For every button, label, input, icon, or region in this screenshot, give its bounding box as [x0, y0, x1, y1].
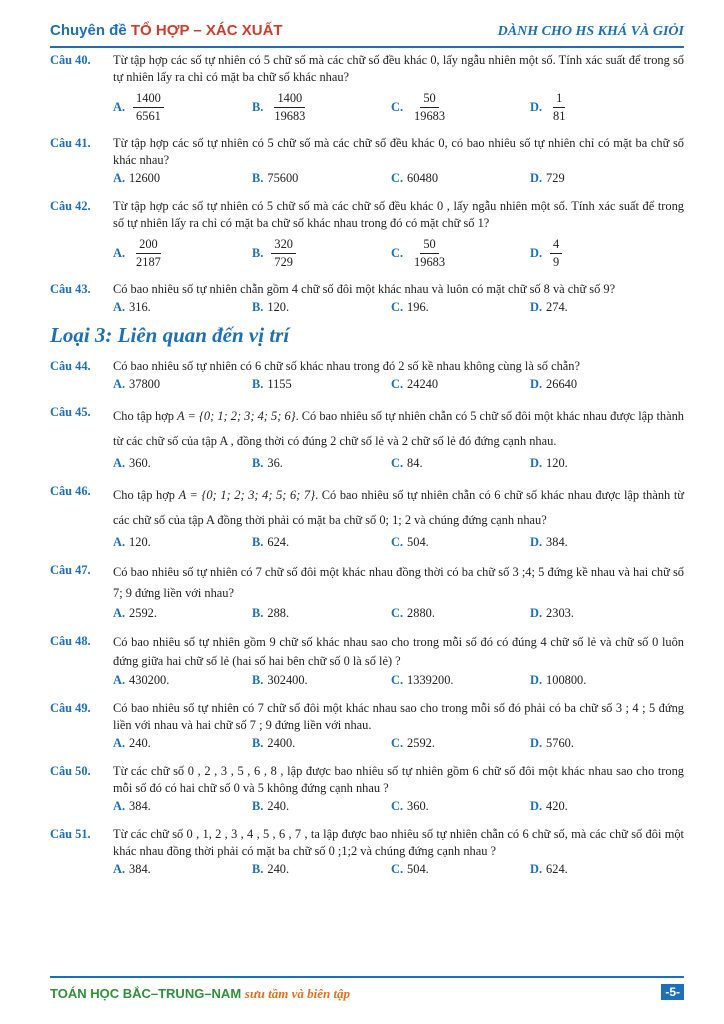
option-b[interactable] — [252, 87, 391, 127]
option-letter: A. — [113, 862, 126, 876]
option-b[interactable] — [252, 534, 391, 551]
numerator: 200 — [136, 236, 161, 254]
section-heading: Loại 3: Liên quan đến vị trí — [50, 323, 290, 347]
option-a[interactable] — [113, 605, 252, 622]
option-c[interactable] — [391, 672, 530, 689]
option-letter: D. — [530, 300, 543, 314]
question-text-part: Cho tập hợp — [113, 409, 178, 423]
option-a[interactable] — [113, 735, 252, 752]
option-letter: D. — [530, 736, 543, 750]
option-value: 274. — [546, 300, 568, 314]
option-letter: A. — [113, 171, 126, 185]
question-number: Câu 40. — [50, 53, 91, 67]
option-value: 288. — [267, 606, 290, 620]
option-letter: B. — [252, 535, 264, 549]
option-value: 384. — [129, 799, 151, 813]
option-letter: B. — [252, 606, 264, 620]
answer-options — [113, 233, 684, 273]
fraction — [411, 236, 448, 271]
answer-options — [113, 605, 684, 622]
option-value: 120. — [546, 456, 568, 470]
header-prefix: Chuyên đề — [50, 22, 131, 39]
question — [50, 562, 684, 622]
question-number: Câu 45. — [50, 405, 91, 419]
denominator: 9 — [553, 254, 560, 269]
answer-options — [113, 798, 684, 815]
option-c[interactable] — [391, 534, 530, 551]
fraction — [550, 236, 562, 271]
question — [50, 358, 684, 393]
option-a[interactable] — [113, 534, 252, 551]
option-c[interactable] — [391, 861, 530, 878]
option-c[interactable] — [391, 455, 530, 472]
option-a[interactable] — [113, 861, 252, 878]
option-letter: C. — [391, 606, 404, 620]
option-value: 2592. — [129, 606, 157, 620]
question — [50, 52, 684, 127]
question — [50, 281, 684, 316]
option-value: 60480 — [407, 171, 439, 185]
numerator: 1400 — [133, 90, 164, 108]
option-value: 24240 — [407, 377, 439, 391]
option-letter: C. — [391, 377, 404, 391]
option-value: 384. — [546, 535, 568, 549]
option-b[interactable] — [252, 170, 391, 187]
option-b[interactable] — [252, 605, 391, 622]
option-letter: B. — [252, 862, 264, 876]
option-value: 240. — [129, 736, 151, 750]
question — [50, 633, 684, 689]
option-value: 504. — [407, 535, 429, 549]
question-text: Từ tập hợp các số tự nhiên có 5 chữ số mà các chữ số đều khác 0, lấy ngẫu nhiên một số. Tính xác suất để trong số tự nhiên lấy ra chỉ có mặt ba chữ số khác nhau? — [113, 53, 684, 84]
option-value: 2400. — [267, 736, 296, 750]
option-letter: A. — [113, 245, 126, 260]
option-letter: D. — [530, 456, 543, 470]
option-letter: C. — [391, 99, 404, 114]
denominator: 19683 — [414, 254, 446, 269]
option-letter: A. — [113, 606, 126, 620]
option-value: 100800. — [546, 673, 587, 687]
option-d[interactable] — [530, 534, 669, 551]
option-letter: C. — [391, 535, 404, 549]
option-d[interactable] — [530, 798, 669, 815]
question-text: Từ tập hợp các số tự nhiên có 5 chữ số mà các chữ số đều khác 0 , lấy ngẫu nhiên một số. Tính xác suất để trong số tự nhiên lấy ra chỉ có mặt ba chữ số khác nhau trong đó có mặt chữ số 1? — [113, 199, 684, 230]
question-text — [113, 404, 684, 454]
option-letter: D. — [530, 606, 543, 620]
option-b[interactable] — [252, 798, 391, 815]
answer-options — [113, 672, 684, 689]
option-value: 302400. — [267, 673, 308, 687]
numerator: 50 — [420, 236, 438, 254]
answer-options — [113, 534, 684, 551]
option-value: 120. — [267, 300, 290, 314]
option-letter: D. — [530, 862, 543, 876]
option-letter: D. — [530, 535, 543, 549]
option-letter: D. — [530, 377, 543, 391]
footer-divider — [50, 976, 684, 978]
option-letter: C. — [391, 300, 404, 314]
option-a[interactable] — [113, 455, 252, 472]
question-number: Câu 48. — [50, 634, 91, 648]
answer-options — [113, 87, 684, 127]
option-d[interactable] — [530, 170, 669, 187]
option-value: 120. — [129, 535, 151, 549]
option-value: 2303. — [546, 606, 574, 620]
option-letter: B. — [252, 300, 264, 314]
option-value: 26640 — [546, 377, 578, 391]
option-letter: C. — [391, 862, 404, 876]
option-value: 12600 — [129, 171, 161, 185]
set-notation: A = {0; 1; 2; 3; 4; 5; 6} — [177, 409, 296, 423]
question-text: Có bao nhiêu số tự nhiên có 7 chữ số đôi một khác nhau đồng thời có ba chữ số 3 ;4; 5 đứng kề nhau và hai chữ số 7; 9 đứng liền với nhau? — [113, 565, 684, 600]
option-letter: C. — [391, 456, 404, 470]
numerator: 1 — [553, 90, 565, 108]
option-value: 430200. — [129, 673, 170, 687]
option-value: 624. — [546, 862, 568, 876]
option-letter: C. — [391, 245, 404, 260]
numerator: 4 — [550, 236, 562, 254]
answer-options — [113, 861, 684, 878]
option-value: 240. — [267, 862, 290, 876]
answer-options — [113, 376, 684, 393]
option-value: 75600 — [267, 171, 299, 185]
question-text-part: Cho tập hợp — [113, 488, 179, 502]
option-a[interactable] — [113, 170, 252, 187]
option-letter: C. — [391, 799, 404, 813]
option-a[interactable] — [113, 376, 252, 393]
option-letter: D. — [530, 99, 543, 114]
denominator: 2187 — [136, 254, 161, 269]
question-text: Có bao nhiêu số tự nhiên chẵn gồm 4 chữ số đôi một khác nhau và luôn có mặt chữ số 8 và chữ số 9? — [113, 282, 616, 296]
numerator: 320 — [271, 236, 296, 254]
fraction — [550, 90, 568, 125]
question — [50, 198, 684, 273]
fraction — [133, 90, 164, 125]
option-d[interactable] — [530, 672, 669, 689]
question-text: Từ tập hợp các số tự nhiên có 5 chữ số mà các chữ số đều khác 0, có bao nhiêu số tự nhiên chỉ có mặt ba chữ số khác nhau? — [113, 136, 684, 167]
option-letter: A. — [113, 799, 126, 813]
option-a[interactable] — [113, 299, 252, 316]
question-number: Câu 51. — [50, 827, 91, 841]
option-c[interactable] — [391, 299, 530, 316]
denominator: 6561 — [136, 108, 161, 123]
option-c[interactable] — [391, 87, 530, 127]
option-value: 360. — [129, 456, 151, 470]
question-text: Có bao nhiêu số tự nhiên có 6 chữ số khác nhau trong đó 2 số kề nhau không cùng là số chẵn? — [113, 359, 580, 373]
option-value: 240. — [267, 799, 290, 813]
option-c[interactable] — [391, 376, 530, 393]
option-letter: C. — [391, 171, 404, 185]
option-letter: D. — [530, 245, 543, 260]
option-letter: C. — [391, 736, 404, 750]
option-letter: A. — [113, 99, 126, 114]
question — [50, 483, 684, 551]
option-a[interactable] — [113, 798, 252, 815]
option-value: 384. — [129, 862, 151, 876]
question — [50, 763, 684, 815]
numerator: 50 — [420, 90, 438, 108]
footer-credit — [50, 986, 350, 1002]
question-text-part: . Có bao nhiêu số tự nhiên chẵn có 5 chữ số đôi một khác nhau được lập thành từ các chữ số của tập A , đồng thời có đúng 2 chữ số lẻ và 2 chữ số lẻ đó đứng cạnh nhau. — [113, 409, 684, 448]
option-letter: A. — [113, 300, 126, 314]
question-text-part: . Có bao nhiêu số tự nhiên chẵn có 6 chữ số khác nhau được lập thành từ các chữ số của tập A đồng thời phải có mặt ba chữ số 0; 1; 2 và chúng đứng cạnh nhau? — [113, 488, 685, 527]
fraction — [271, 236, 296, 271]
numerator: 1400 — [274, 90, 305, 108]
fraction — [133, 236, 164, 271]
option-c[interactable] — [391, 798, 530, 815]
option-letter: B. — [252, 99, 264, 114]
option-value: 1339200. — [407, 673, 454, 687]
option-value: 36. — [267, 456, 283, 470]
option-d[interactable] — [530, 605, 669, 622]
question — [50, 404, 684, 472]
option-b[interactable] — [252, 861, 391, 878]
option-d[interactable] — [530, 861, 669, 878]
option-letter: A. — [113, 535, 126, 549]
answer-options — [113, 455, 684, 472]
answer-options — [113, 735, 684, 752]
denominator: 729 — [274, 254, 293, 269]
option-a[interactable] — [113, 87, 252, 127]
option-c[interactable] — [391, 170, 530, 187]
option-value: 196. — [407, 300, 429, 314]
fraction — [411, 90, 448, 125]
option-value: 420. — [546, 799, 568, 813]
option-d[interactable] — [530, 455, 669, 472]
denominator: 81 — [553, 108, 566, 123]
question-number: Câu 41. — [50, 136, 91, 150]
question-text: Từ các chữ số 0 , 1, 2 , 3 , 4 , 5 , 6 , 7 , ta lập được bao nhiêu số tự nhiên chẵn có 6 chữ số, mà các chữ số đôi một khác nhau đồng thời phải có mặt ba chữ số 0 ;1;2 và chúng đứng cạnh nhau ? — [113, 827, 684, 858]
option-value: 504. — [407, 862, 429, 876]
question — [50, 826, 684, 878]
option-letter: B. — [252, 171, 264, 185]
header-topic: TỔ HỢP – XÁC XUẤT — [130, 22, 283, 39]
option-letter: A. — [113, 736, 126, 750]
option-letter: B. — [252, 377, 264, 391]
question-text: Có bao nhiêu số tự nhiên gồm 9 chữ số khác nhau sao cho trong mỗi số đó có đúng 4 chữ số lẻ và chữ số 0 luôn đứng giữa hai chữ số lẻ (hai số hai bên chữ số 0 là số lẻ) ? — [113, 635, 684, 668]
option-letter: A. — [113, 456, 126, 470]
option-d[interactable] — [530, 87, 669, 127]
answer-options — [113, 299, 684, 316]
option-value: 2880. — [407, 606, 435, 620]
question-number: Câu 42. — [50, 199, 91, 213]
fraction — [271, 90, 308, 125]
option-d[interactable] — [530, 735, 669, 752]
option-value: 1155 — [267, 377, 292, 391]
option-b[interactable] — [252, 455, 391, 472]
option-b[interactable] — [252, 672, 391, 689]
option-value: 37800 — [129, 377, 161, 391]
question-list — [50, 52, 684, 889]
option-value: 360. — [407, 799, 429, 813]
option-c[interactable] — [391, 233, 530, 273]
header-title — [50, 22, 283, 39]
question-number: Câu 44. — [50, 359, 91, 373]
option-b[interactable] — [252, 233, 391, 273]
option-letter: B. — [252, 799, 264, 813]
option-letter: A. — [113, 673, 126, 687]
header-audience: DÀNH CHO HS KHÁ VÀ GIỎI — [497, 24, 684, 39]
question — [50, 700, 684, 752]
question-number: Câu 50. — [50, 764, 91, 778]
option-value: 5760. — [546, 736, 574, 750]
option-a[interactable] — [113, 672, 252, 689]
question-number: Câu 49. — [50, 701, 91, 715]
option-letter: B. — [252, 736, 264, 750]
option-c[interactable] — [391, 735, 530, 752]
question-number: Câu 47. — [50, 563, 91, 577]
option-letter: B. — [252, 245, 264, 260]
option-d[interactable] — [530, 299, 669, 316]
question-text: Có bao nhiêu số tự nhiên có 7 chữ số đôi một khác nhau sao cho trong mỗi số đó phải có ba chữ số 3 ; 4 ; 5 đứng liền với nhau và hai chữ số 7 ; 9 đứng liền với nhau. — [113, 701, 684, 732]
question-number: Câu 43. — [50, 282, 91, 296]
answer-options — [113, 170, 684, 187]
option-letter: B. — [252, 456, 264, 470]
option-letter: D. — [530, 171, 543, 185]
option-d[interactable] — [530, 233, 669, 273]
page-number: -5- — [661, 984, 684, 1000]
option-value: 316. — [129, 300, 151, 314]
option-letter: D. — [530, 799, 543, 813]
option-letter: B. — [252, 673, 264, 687]
footer-subtitle: sưu tầm và biên tập — [244, 986, 351, 1001]
set-notation: A = {0; 1; 2; 3; 4; 5; 6; 7} — [178, 488, 316, 502]
question-text: Từ các chữ số 0 , 2 , 3 , 5 , 6 , 8 , lập được bao nhiêu số tự nhiên gồm 6 chữ số đôi một khác nhau sao cho trong mỗi số đó có hai chữ số 0 và 5 không đứng cạnh nhau ? — [113, 764, 684, 795]
option-value: 624. — [267, 535, 290, 549]
option-value: 84. — [407, 456, 423, 470]
option-value: 2592. — [407, 736, 435, 750]
option-b[interactable] — [252, 376, 391, 393]
option-b[interactable] — [252, 299, 391, 316]
denominator: 19683 — [414, 108, 446, 123]
question-number: Câu 46. — [50, 484, 91, 498]
option-b[interactable] — [252, 735, 391, 752]
option-letter: D. — [530, 673, 543, 687]
page-header — [50, 22, 684, 48]
option-c[interactable] — [391, 605, 530, 622]
footer-brand: TOÁN HỌC BẮC–TRUNG–NAM — [50, 986, 245, 1001]
option-letter: A. — [113, 377, 126, 391]
option-letter: C. — [391, 673, 404, 687]
question-text — [113, 483, 684, 533]
option-d[interactable] — [530, 376, 669, 393]
option-a[interactable] — [113, 233, 252, 273]
question — [50, 135, 684, 187]
denominator: 19683 — [274, 108, 306, 123]
option-value: 729 — [546, 171, 565, 185]
